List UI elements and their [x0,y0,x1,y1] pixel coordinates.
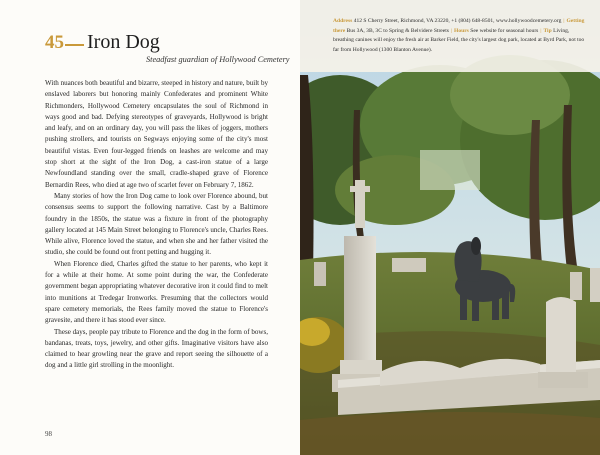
body-paragraph: Many stories of how the Iron Dog came to look over Florence abound, but consensus seems to support the following narrative. Cast by a Baltimore foundry in the 1850s, the statue was a fixture in front of the photography gallery located at 145 Main Street belonging to Florence's uncle, Charles Rees. While alive, Florence loved the statue, and when she and her father visited the studio, she could be found out front petting and hugging it. [45,191,268,257]
entry-title: Iron Dog [87,31,160,53]
tip-value: Living, breathing canines will enjoy the fresh air at Barker Field, the city's largest dog park, located at Byrd Park, not too far from Hollywood (1300 Blanton Avenue). [333,27,585,53]
entry-number: 45 [45,32,64,53]
tip-label: Tip [543,27,552,34]
info-text [333,17,587,55]
hours-label: Hours [454,27,469,34]
heading-rule [65,44,84,46]
transport-value: Bus 3A, 3B, 3C to Spring & Belvidere Streets [346,27,449,34]
right-page [300,0,600,455]
info-box [300,0,600,72]
body-text [45,78,268,372]
address-label: Address [333,18,353,24]
address-value: 412 S Cherry Street, Richmond, VA 23220, +1 (804) 648-8501, www.hollywoodcemetery.org [353,18,562,24]
entry-heading [45,31,160,55]
body-paragraph: These days, people pay tribute to Florence and the dog in the form of bows, bandanas, treats, toys, jewelry, and other gifts. Imaginative visitors have also claimed to hear growling near the grave and report seeing the silhouette of a dog and a little girl strolling in the moonlight. [45,327,268,370]
body-paragraph: When Florence died, Charles gifted the statue to her parents, who kept it for a while at their home. At some point during the war, the Confederate government began appropriating whatever decorative iron it could find to melt into munitions at Tredegar Ironworks. Presuming that the collectors would spare cemetery memorials, the Rees family moved the statue to Florence's gravesite, and there it has stood ever since. [45,259,268,325]
transport-label: Getting there [333,18,585,34]
info-separator: | [540,27,542,34]
entry-subtitle: Steadfast guardian of Hollywood Cemetery [146,55,290,64]
body-paragraph: With nuances both beautiful and bizarre, steeped in history and nature, built by enslaved laborers but honoring mainly Confederates and prominent White Richmonders, Hollywood Cemetery encapsulates the soul of Richmond in ways good and bad. Defying stereotypes of graveyards, Hollywood is bright and leafy, and on an ordinary day, you will pass the likes of joggers, mothers pushing strollers, and tourists on Segways enjoying some of the city's most beautiful vistas. Even four-legged friends on leashes are welcome and may stop short at the sight of the Iron Dog, a cast-iron statue of a large Newfoundland standing over the small, cradle-shaped grave of Florence Bernardin Rees, who died at age two of scarlet fever on February 7, 1862. [45,79,268,189]
info-separator: | [563,18,565,24]
page-number: 98 [45,430,52,438]
info-separator: | [450,27,453,34]
hours-value: See website for seasonal hours [470,27,539,34]
